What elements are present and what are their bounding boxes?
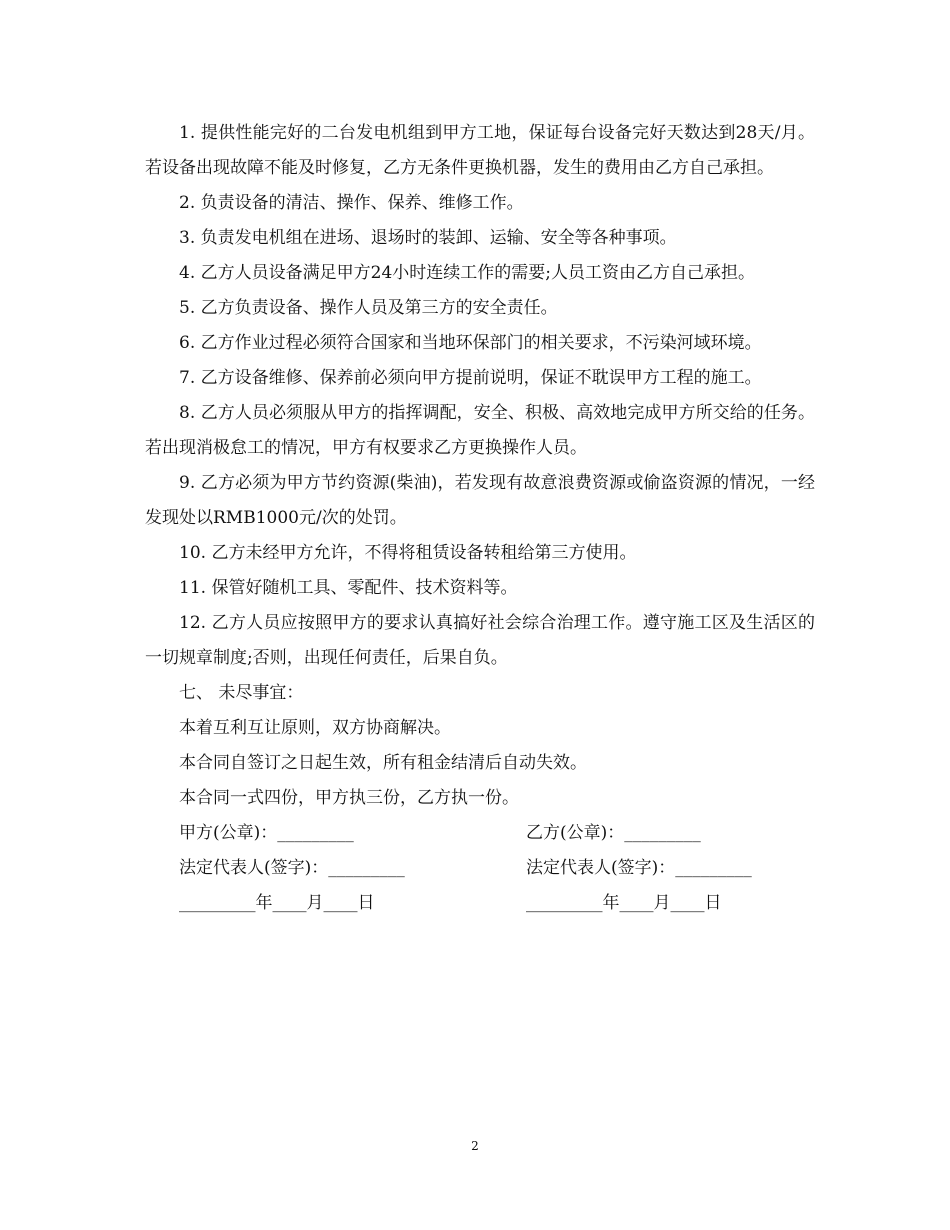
- party-a-seal: 甲方(公章)：_________: [179, 823, 354, 843]
- date-row: [145, 886, 815, 921]
- clause-1: 1. 提供性能完好的二台发电机组到甲方工地，保证每台设备完好天数达到28天/月。若设备出现故障不能及时修复，乙方无条件更换机器，发生的费用由乙方自己承担。: [145, 123, 815, 178]
- party-b-date: _________年____月____日: [526, 893, 722, 913]
- clause-5: 5. 乙方负责设备、操作人员及第三方的安全责任。: [179, 298, 558, 318]
- clause-3: 3. 负责发电机组在进场、退场时的装卸、运输、安全等各种事项。: [179, 228, 677, 248]
- clause-8: 8. 乙方人员必须服从甲方的指挥调配，安全、积极、高效地完成甲方所交给的任务。若出现消极怠工的情况，甲方有权要求乙方更换操作人员。: [145, 403, 815, 458]
- clause-11: 11. 保管好随机工具、零配件、技术资料等。: [179, 578, 518, 598]
- closing-line-3: 本合同一式四份，甲方执三份，乙方执一份。: [179, 788, 519, 808]
- representative-row: [145, 851, 815, 886]
- page-number: 2: [471, 1139, 479, 1153]
- party-a-date: _________年____月____日: [179, 893, 375, 913]
- clause-12: 12. 乙方人员应按照甲方的要求认真搞好社会综合治理工作。遵守施工区及生活区的一切规章制度;否则，出现任何责任，后果自负。: [145, 613, 815, 668]
- clause-6: 6. 乙方作业过程必须符合国家和当地环保部门的相关要求，不污染河域环境。: [179, 333, 762, 353]
- party-b-seal: 乙方(公章)：_________: [526, 823, 701, 843]
- seal-row: [145, 816, 815, 851]
- party-a-representative: 法定代表人(签字)：_________: [179, 858, 405, 878]
- party-b-representative: 法定代表人(签字)：_________: [526, 858, 752, 878]
- document-body: [145, 116, 815, 921]
- section-heading: 七、 未尽事宜：: [179, 683, 304, 703]
- closing-line-2: 本合同自签订之日起生效，所有租金结清后自动失效。: [179, 753, 587, 773]
- clause-7: 7. 乙方设备维修、保养前必须向甲方提前说明，保证不耽误甲方工程的施工。: [179, 368, 762, 388]
- closing-line-1: 本着互利互让原则，双方协商解决。: [179, 718, 451, 738]
- clause-10: 10. 乙方未经甲方允许，不得将租赁设备转租给第三方使用。: [179, 543, 637, 563]
- clause-9: 9. 乙方必须为甲方节约资源(柴油)，若发现有故意浪费资源或偷盗资源的情况，一经发现处以RMB1000元/次的处罚。: [145, 473, 815, 528]
- clause-4: 4. 乙方人员设备满足甲方24小时连续工作的需要;人员工资由乙方自己承担。: [179, 263, 755, 283]
- clause-2: 2. 负责设备的清洁、操作、保养、维修工作。: [179, 193, 524, 213]
